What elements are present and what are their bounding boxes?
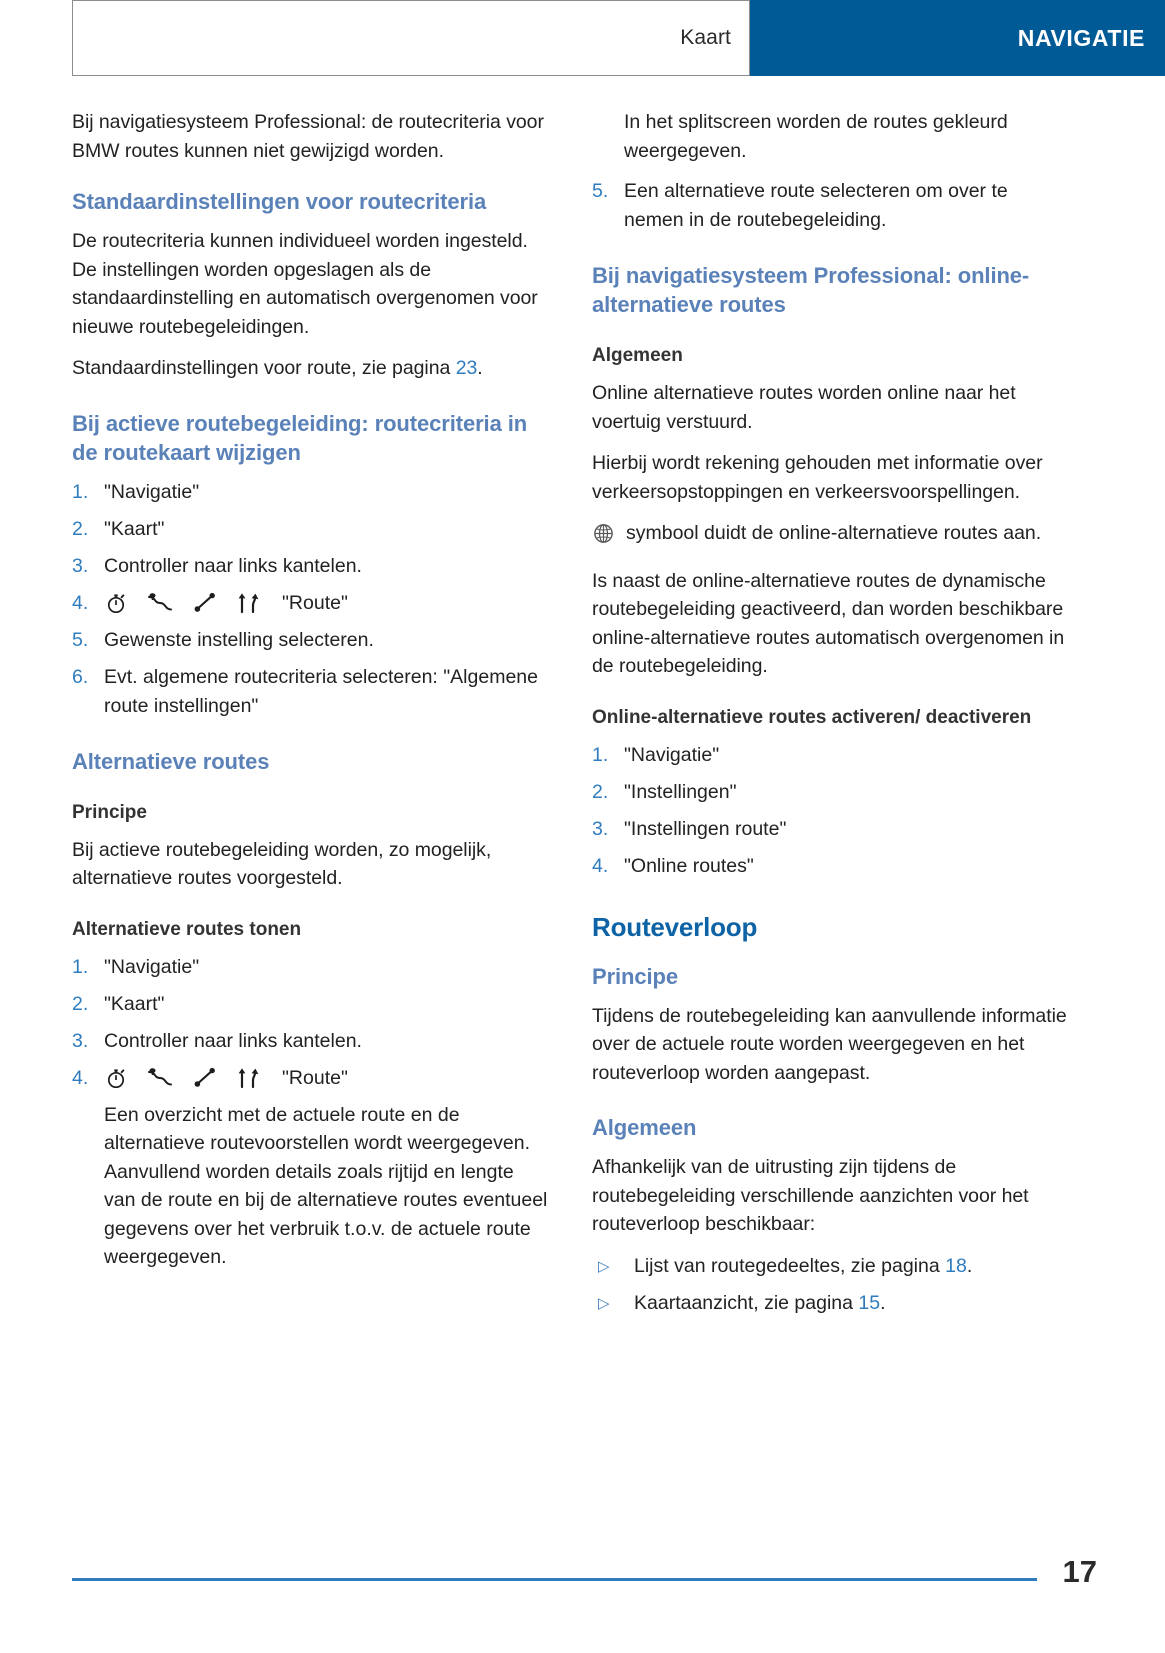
page-header xyxy=(72,0,1165,76)
step-text: "Kaart" xyxy=(104,517,165,540)
step-number: 1. xyxy=(72,955,89,978)
header-chapter-label: NAVIGATIE xyxy=(1017,24,1145,51)
list-item xyxy=(72,515,548,544)
heading-routeverloop: Routeverloop xyxy=(592,911,758,942)
steps-alternatieve-routes-tonen xyxy=(72,953,548,1093)
header-chapter-banner xyxy=(750,0,1165,76)
list-item xyxy=(72,953,548,982)
list-item xyxy=(592,852,1068,881)
globe-line-text: symbool duidt de online-alternatieve routes aan. xyxy=(626,522,1042,544)
list-item xyxy=(72,552,548,581)
cross-reference-suffix: . xyxy=(477,357,483,379)
globe-icon xyxy=(592,519,626,554)
step-text: "Route" xyxy=(282,1066,348,1089)
heading-principe-routeverloop: Principe xyxy=(592,963,679,989)
algemeen-paragraph-1: Online alternatieve routes worden online naar het voertuig verstuurd. xyxy=(592,382,1016,433)
step-number: 4. xyxy=(72,591,89,614)
cross-reference-page[interactable]: 23 xyxy=(455,357,478,379)
step-text: "Instellingen route" xyxy=(624,817,787,840)
stopwatch-icon xyxy=(104,591,128,615)
bullet-suffix: . xyxy=(880,1291,886,1314)
continued-note: In het splitscreen worden de routes gekleurd weergegeven. xyxy=(624,111,1008,162)
route-fork-icon xyxy=(235,1066,261,1090)
step-number: 3. xyxy=(72,554,89,577)
list-item-with-icons xyxy=(72,1064,548,1093)
step-number: 4. xyxy=(72,1066,89,1089)
routeverloop-principe-paragraph: Tijdens de routebegeleiding kan aanvullende informatie over de actuele route worden weergegeven en het routeverloop worden aangepast. xyxy=(592,1004,1067,1084)
route-fork-icon xyxy=(235,591,261,615)
step-number: 6. xyxy=(72,665,89,688)
steps-online-routes-activeren xyxy=(592,741,1068,881)
page-footer xyxy=(72,1555,1097,1589)
routeverloop-algemeen-paragraph: Afhankelijk van de uitrusting zijn tijdens de routebegeleiding verschillende aanzichten voor het routeverloop beschikbaar: xyxy=(592,1156,1029,1235)
shortest-route-icon xyxy=(192,1066,218,1090)
heading-standaardinstellingen: Standaardinstellingen voor routecriteria xyxy=(72,189,487,214)
step-text: Evt. algemene routecriteria selecteren: "Algemene route instellingen" xyxy=(104,665,538,717)
step-number: 5. xyxy=(72,628,89,651)
algemeen-paragraph-2: Hierbij wordt rekening gehouden met informatie over verkeersopstoppingen en verkeersvoorspellingen. xyxy=(592,452,1043,503)
header-section-box xyxy=(72,0,750,76)
step-number: 2. xyxy=(592,780,609,803)
page-content xyxy=(0,76,1165,1326)
cross-reference-text: Standaardinstellingen voor route, zie pagina xyxy=(72,357,456,379)
step-number: 1. xyxy=(592,743,609,766)
bullet-text xyxy=(634,1289,886,1318)
step-text: Controller naar links kantelen. xyxy=(104,554,362,577)
list-item xyxy=(72,626,548,655)
step-text: Controller naar links kantelen. xyxy=(104,1029,362,1052)
list-item xyxy=(592,1252,1068,1281)
routeverloop-bullet-list xyxy=(592,1252,1068,1318)
stopwatch-icon xyxy=(104,1066,128,1090)
step-text: Gewenste instelling selecteren. xyxy=(104,628,374,651)
step-text: "Route" xyxy=(282,591,348,614)
heading-algemeen-online: Algemeen xyxy=(592,345,683,366)
step-text: "Instellingen" xyxy=(624,780,737,803)
list-item xyxy=(592,177,1068,235)
winding-road-icon xyxy=(145,591,175,615)
steps-continued xyxy=(592,177,1068,235)
heading-actieve-routebegeleiding: Bij actieve routebegeleiding: routecriteria in de routekaart wijzigen xyxy=(72,410,528,465)
bullet-label: Kaartaanzicht, zie pagina xyxy=(634,1291,859,1314)
steps-routecriteria-wijzigen xyxy=(72,478,548,721)
footer-rule xyxy=(72,1578,1037,1581)
globe-symbol-line xyxy=(592,519,1068,554)
step-text: "Navigatie" xyxy=(104,480,200,503)
step-number: 5. xyxy=(592,180,609,202)
left-column xyxy=(72,108,548,1326)
bullet-text xyxy=(634,1252,972,1281)
heading-activeren-deactiveren: Online-alternatieve routes activeren/ deactiveren xyxy=(592,706,1032,728)
heading-alternatieve-routes: Alternatieve routes xyxy=(72,748,270,774)
shortest-route-icon xyxy=(192,591,218,615)
header-section-label: Kaart xyxy=(680,26,731,49)
step-number: 1. xyxy=(72,480,89,503)
list-item xyxy=(592,1289,1068,1318)
step-icons-and-text xyxy=(104,589,548,618)
step4-note: Een overzicht met de actuele route en de alternatieve routevoorstellen wordt weergegeven. Aanvullend worden details zoals rijtijd en lengte van de route en bij de alternatieve routes eventueel gegevens over het verbruik t.o.v. de actuele route weergegeven. xyxy=(104,1103,548,1268)
winding-road-icon xyxy=(145,1066,175,1090)
step-text: "Online routes" xyxy=(624,854,754,877)
list-item xyxy=(72,663,548,721)
bullet-suffix: . xyxy=(966,1254,973,1277)
principe-paragraph: Bij actieve routebegeleiding worden, zo mogelijk, alternatieve routes voorgesteld. xyxy=(72,838,492,889)
step-text: "Kaart" xyxy=(104,992,165,1015)
step-icons-and-text xyxy=(104,1064,548,1093)
heading-online-alternatieve-routes: Bij navigatiesysteem Professional: online-alternatieve routes xyxy=(592,263,1030,317)
triangle-bullet-icon: ▷ xyxy=(598,1294,610,1312)
step-number: 2. xyxy=(72,992,89,1015)
heading-algemeen-routeverloop: Algemeen xyxy=(592,1115,697,1140)
heading-alternatieve-routes-tonen: Alternatieve routes tonen xyxy=(72,918,302,940)
list-item xyxy=(592,741,1068,770)
list-item xyxy=(72,1027,548,1056)
bullet-page-ref[interactable]: 15 xyxy=(858,1291,881,1314)
list-item-with-icons xyxy=(72,589,548,618)
list-item xyxy=(592,778,1068,807)
step-number: 4. xyxy=(592,854,609,877)
step-number: 2. xyxy=(72,517,89,540)
list-item xyxy=(72,478,548,507)
list-item xyxy=(592,815,1068,844)
algemeen-paragraph-3: Is naast de online-alternatieve routes de dynamische routebegeleiding geactiveerd, dan worden beschikbare online-alternatieve routes automatisch overgenomen in de routebegeleiding. xyxy=(592,569,1065,677)
list-item xyxy=(72,990,548,1019)
step-number: 3. xyxy=(72,1029,89,1052)
step-text: "Navigatie" xyxy=(624,743,720,766)
bullet-label: Lijst van routegedeeltes, zie pagina xyxy=(634,1254,946,1277)
standaard-paragraph: De routecriteria kunnen individueel worden ingesteld. De instellingen worden opgeslagen als de standaardinstelling en automatisch overgenomen voor nieuwe routebegeleidingen. xyxy=(72,230,538,338)
triangle-bullet-icon: ▷ xyxy=(598,1257,610,1275)
step-text: Een alternatieve route selecteren om over te nemen in de routebegeleiding. xyxy=(624,180,1008,231)
step-text: "Navigatie" xyxy=(104,955,200,978)
heading-principe: Principe xyxy=(72,801,147,823)
step-number: 3. xyxy=(592,817,609,840)
right-column xyxy=(592,108,1068,1326)
intro-paragraph: Bij navigatiesysteem Professional: de routecriteria voor BMW routes kunnen niet gewijzigd worden. xyxy=(72,111,544,162)
page-number: 17 xyxy=(1062,1554,1097,1589)
bullet-page-ref[interactable]: 18 xyxy=(945,1254,967,1277)
standaard-cross-reference xyxy=(72,354,548,383)
